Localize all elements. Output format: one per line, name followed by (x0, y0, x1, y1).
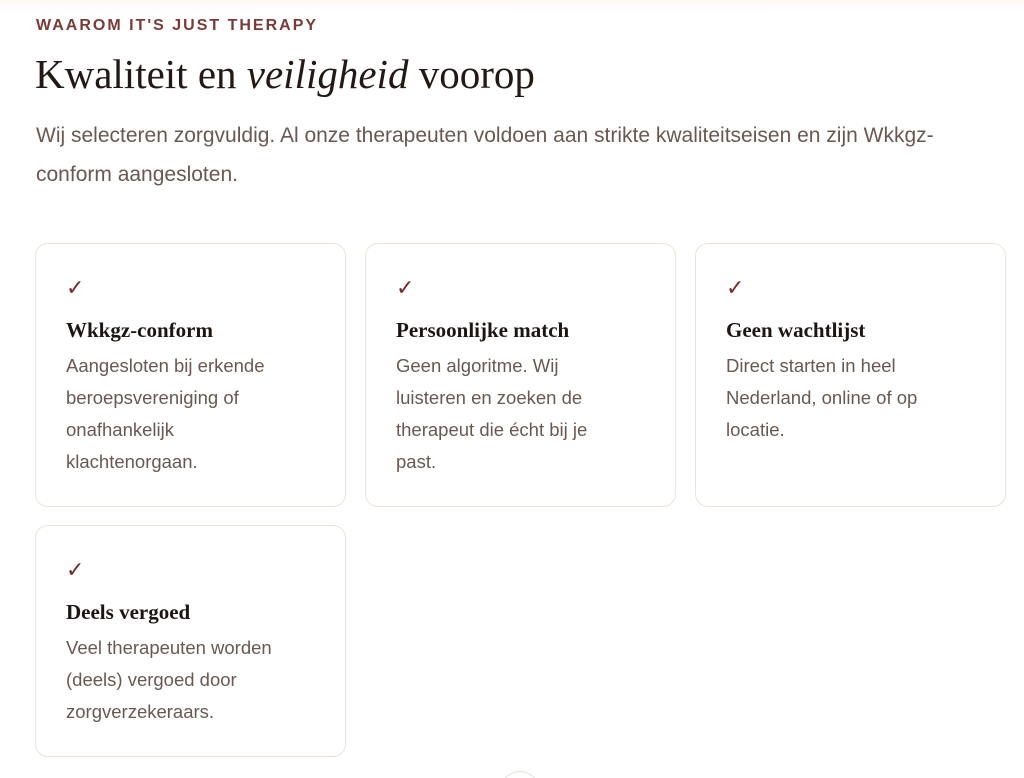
top-strip (0, 0, 1024, 10)
card-text-line: Geen algoritme. Wij (396, 355, 559, 376)
check-icon: ✓ (396, 276, 415, 301)
feature-card-deels-vergoed (35, 525, 346, 757)
card-text-line: therapeut die écht bij je (396, 419, 588, 440)
card-text-line: (deels) vergoed door (66, 669, 237, 690)
feature-card-geen-wachtlijst (695, 243, 1006, 507)
card-text-line: past. (396, 451, 437, 472)
card-title: Deels vergoed (66, 600, 191, 624)
feature-card-persoonlijke-match (365, 243, 676, 507)
section-eyebrow: WAAROM IT'S JUST THERAPY (36, 17, 319, 34)
section-intro: Wij selecteren zorgvuldig. Al onze therapeuten voldoen aan strikte kwaliteitseisen en zijn Wkkgz-conform aangesloten. (36, 124, 934, 186)
check-icon: ✓ (66, 558, 85, 583)
card-text-line: onafhankelijk (66, 419, 174, 440)
card-text-line: Nederland, online of op (726, 387, 918, 408)
card-title: Persoonlijke match (396, 318, 570, 342)
scroll-hint-button[interactable] (500, 771, 540, 778)
card-text (396, 350, 648, 478)
title-part-1: Kwaliteit en (35, 51, 247, 97)
card-text-line: Aangesloten bij erkende (66, 355, 265, 376)
card-text-line: Direct starten in heel (726, 355, 896, 376)
check-icon: ✓ (66, 276, 85, 301)
card-title: Geen wachtlijst (726, 318, 866, 342)
card-text-line: locatie. (726, 419, 785, 440)
card-text (66, 350, 318, 478)
title-part-2: voorop (408, 51, 535, 97)
title-emphasis: veiligheid (246, 51, 409, 97)
feature-card-wkkgz (35, 243, 346, 507)
card-text-line: Veel therapeuten worden (66, 637, 272, 658)
card-title: Wkkgz-conform (66, 318, 213, 342)
card-text (726, 350, 978, 446)
card-text-line: zorgverzekeraars. (66, 701, 215, 722)
check-icon: ✓ (726, 276, 745, 301)
card-text-line: klachtenorgaan. (66, 451, 198, 472)
card-text (66, 632, 318, 728)
card-text-line: luisteren en zoeken de (396, 387, 583, 408)
section-title (35, 50, 535, 99)
card-text-line: beroepsvereniging of (66, 387, 239, 408)
